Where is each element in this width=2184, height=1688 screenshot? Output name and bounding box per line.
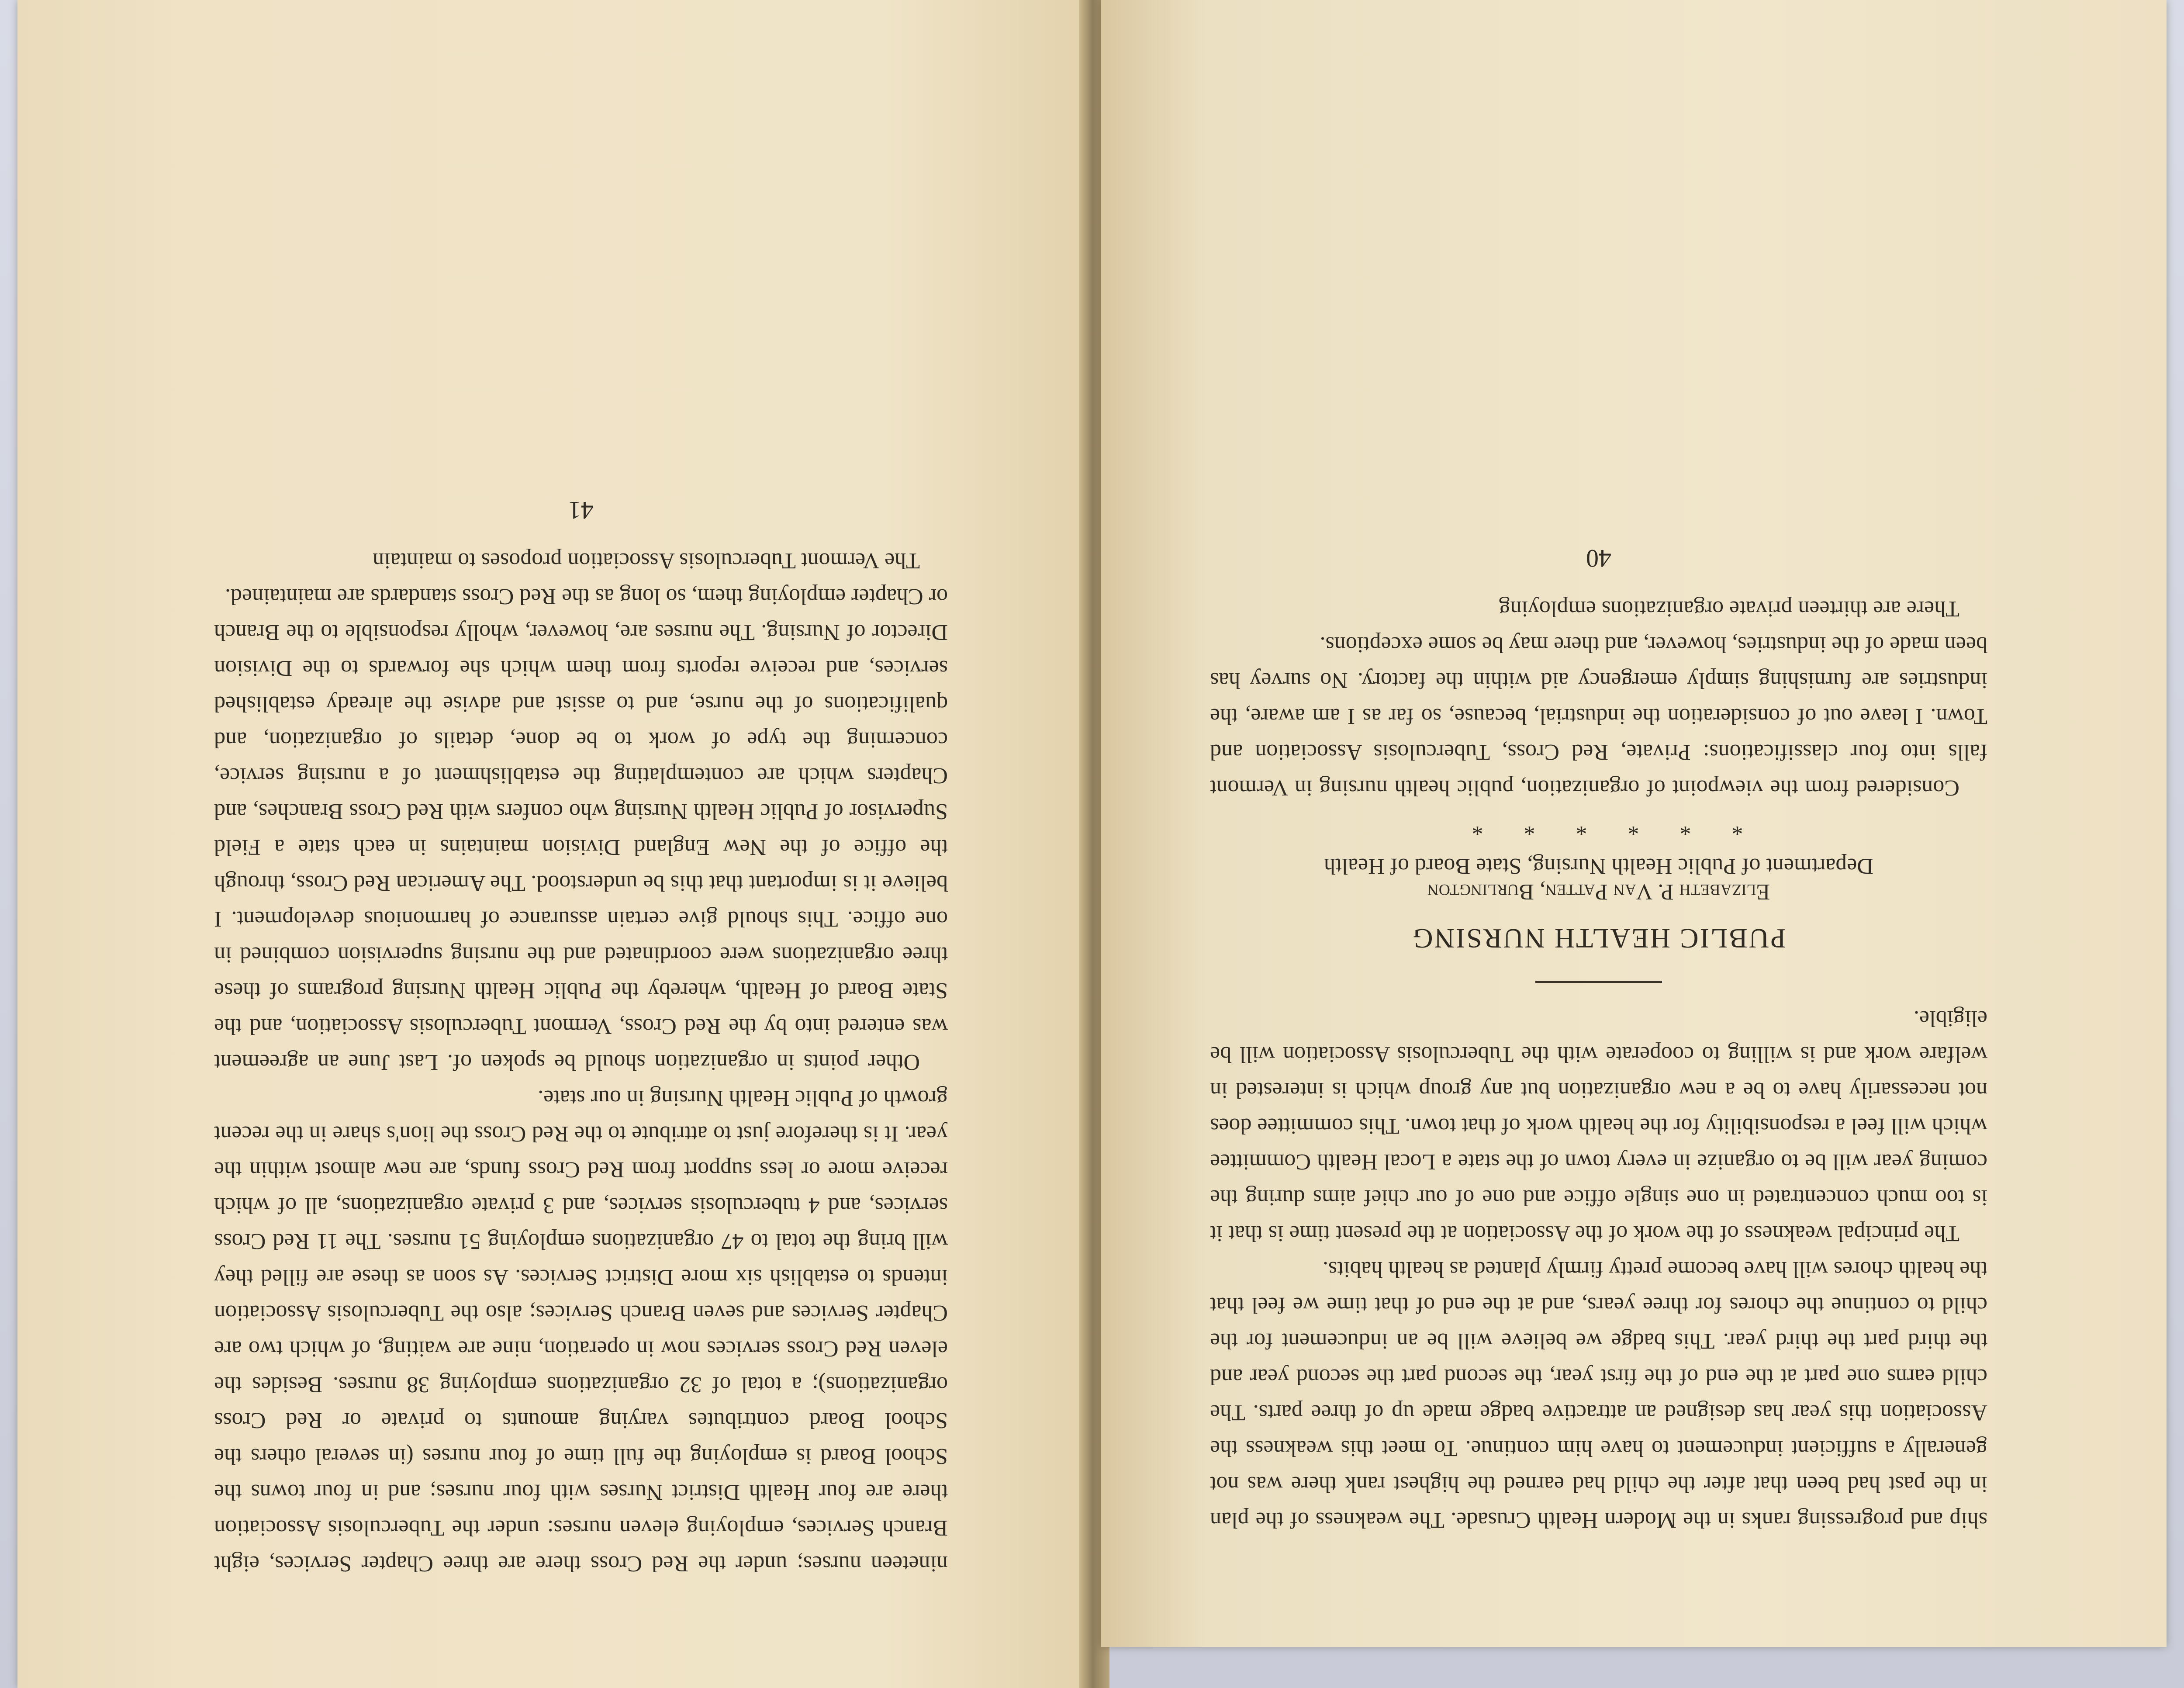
left-page	[17, 0, 1096, 1688]
page-number: 40	[1586, 544, 1611, 573]
right-paragraph-1: ship and progressing ranks in the Modern Health Crusade. The weakness of the plan in the past had been that after the child had earned the highest rank there was not generally a sufficient inducement to have him continue. To meet this weakness the Association this year has designed an attractive badge made up of three parts. The child earns one part at the end of the first year, the second part the second year and the third part the third year. This badge we believe will be an inducement for the child to continue the chores for three years, and at the end of that time we feel that the health chores will have become pretty firmly planted as health habits.	[1210, 1257, 1987, 1532]
left-paragraph-3: The Vermont Tuberculosis Association proposes to maintain	[373, 548, 920, 573]
right-page-content	[1210, 227, 1987, 1538]
article-department: Department of Public Health Nursing, State Board of Health	[1324, 854, 1873, 879]
left-paragraph-1: nineteen nurses; under the Red Cross there are three Chapter Services, eight Branch Services, employing eleven nurses: under the Tuberculosis Association there are four Health District Nurses with four nurses; and in four towns the School Board is employing the full time of four nurses (in several others the School Board contributes varying amounts to private or Red Cross organizations); a total of 32 organizations employing 38 nurses. Besides the eleven Red Cross services now in operation, nine are waiting, of which two are Chapter Services and seven Branch Services; also the Tuberculosis Association intends to establish six more District Services. As soon as these are filled they will bring the total to 47 organizations employing 51 nurses. The 11 Red Cross services, and 4 tuberculosis services, and 3 private organizations, all of which receive more or less support from Red Cross funds, are new almost within the year. It is therefore just to attribute to the Red Cross the lion's share in the recent growth of Public Health Nursing in our state.	[214, 1086, 948, 1576]
article-author: Elizabeth P. Van Patten, Burlington	[1427, 879, 1770, 904]
article-title: PUBLIC HEALTH NURSING	[1411, 923, 1786, 954]
right-page	[1101, 0, 2167, 1647]
right-page-text-lower	[1210, 591, 1987, 806]
page-number: 41	[568, 496, 594, 525]
left-page-content	[214, 227, 948, 1581]
left-paragraph-2: Other points in organization should be spoken of. Last June an agreement was entered into by the Red Cross, Vermont Tuberculosis Association, and the State Board of Health, whereby the Public Health Nursing programs of these three organizations were coordinated and the nursing supervision combined in one office. This should give certain assurance of harmonious development. I believe it is important that this be understood. The American Red Cross, through the office of the New England Division maintains in each state a Field Supervisor of Public Health Nursing who confers with Red Cross Branches, and Chapters which are contemplating the establishment of a nursing service, concerning the type of work to be done, details of organization, and qualifications of the nurse, and to assist and advise the already established services, and receive reports from them which she forwards to the Division Director of Nursing. The nurses are, however, wholly responsible to the Branch or Chapter employing them, so long as the Red Cross standards are maintained.	[214, 584, 948, 1075]
right-paragraph-3: Considered from the viewpoint of organization, public health nursing in Vermont falls into four classifications: Private, Red Cross, Tuberculosis Association and Town. I leave out of consideration the industrial, because, so far as I am aware, the industries are furnishing simply emergency aid within the factory. No survey has been made of the industries, however, and there may be some exceptions.	[1210, 632, 1987, 800]
section-divider	[1535, 981, 1662, 983]
right-paragraph-2: The principal weakness of the work of the Association at the present time is that it is too much concentrated in one single office and one of our chief aims during the coming year will be to organize in every town of the state a Local Health Committee which will feel a responsibility for the health work of that town. This committee does not necessarily have to be a new organization but any group which is interested in welfare work and is willing to cooperate with the Tuberculosis Association will be eligible.	[1210, 1006, 1987, 1246]
asterisk-separator: * * * * * *	[1454, 815, 1743, 840]
right-page-text	[1210, 1000, 1987, 1538]
right-paragraph-4: There are thirteen private organizations employing	[1499, 596, 1959, 621]
left-page-text	[214, 543, 948, 1581]
